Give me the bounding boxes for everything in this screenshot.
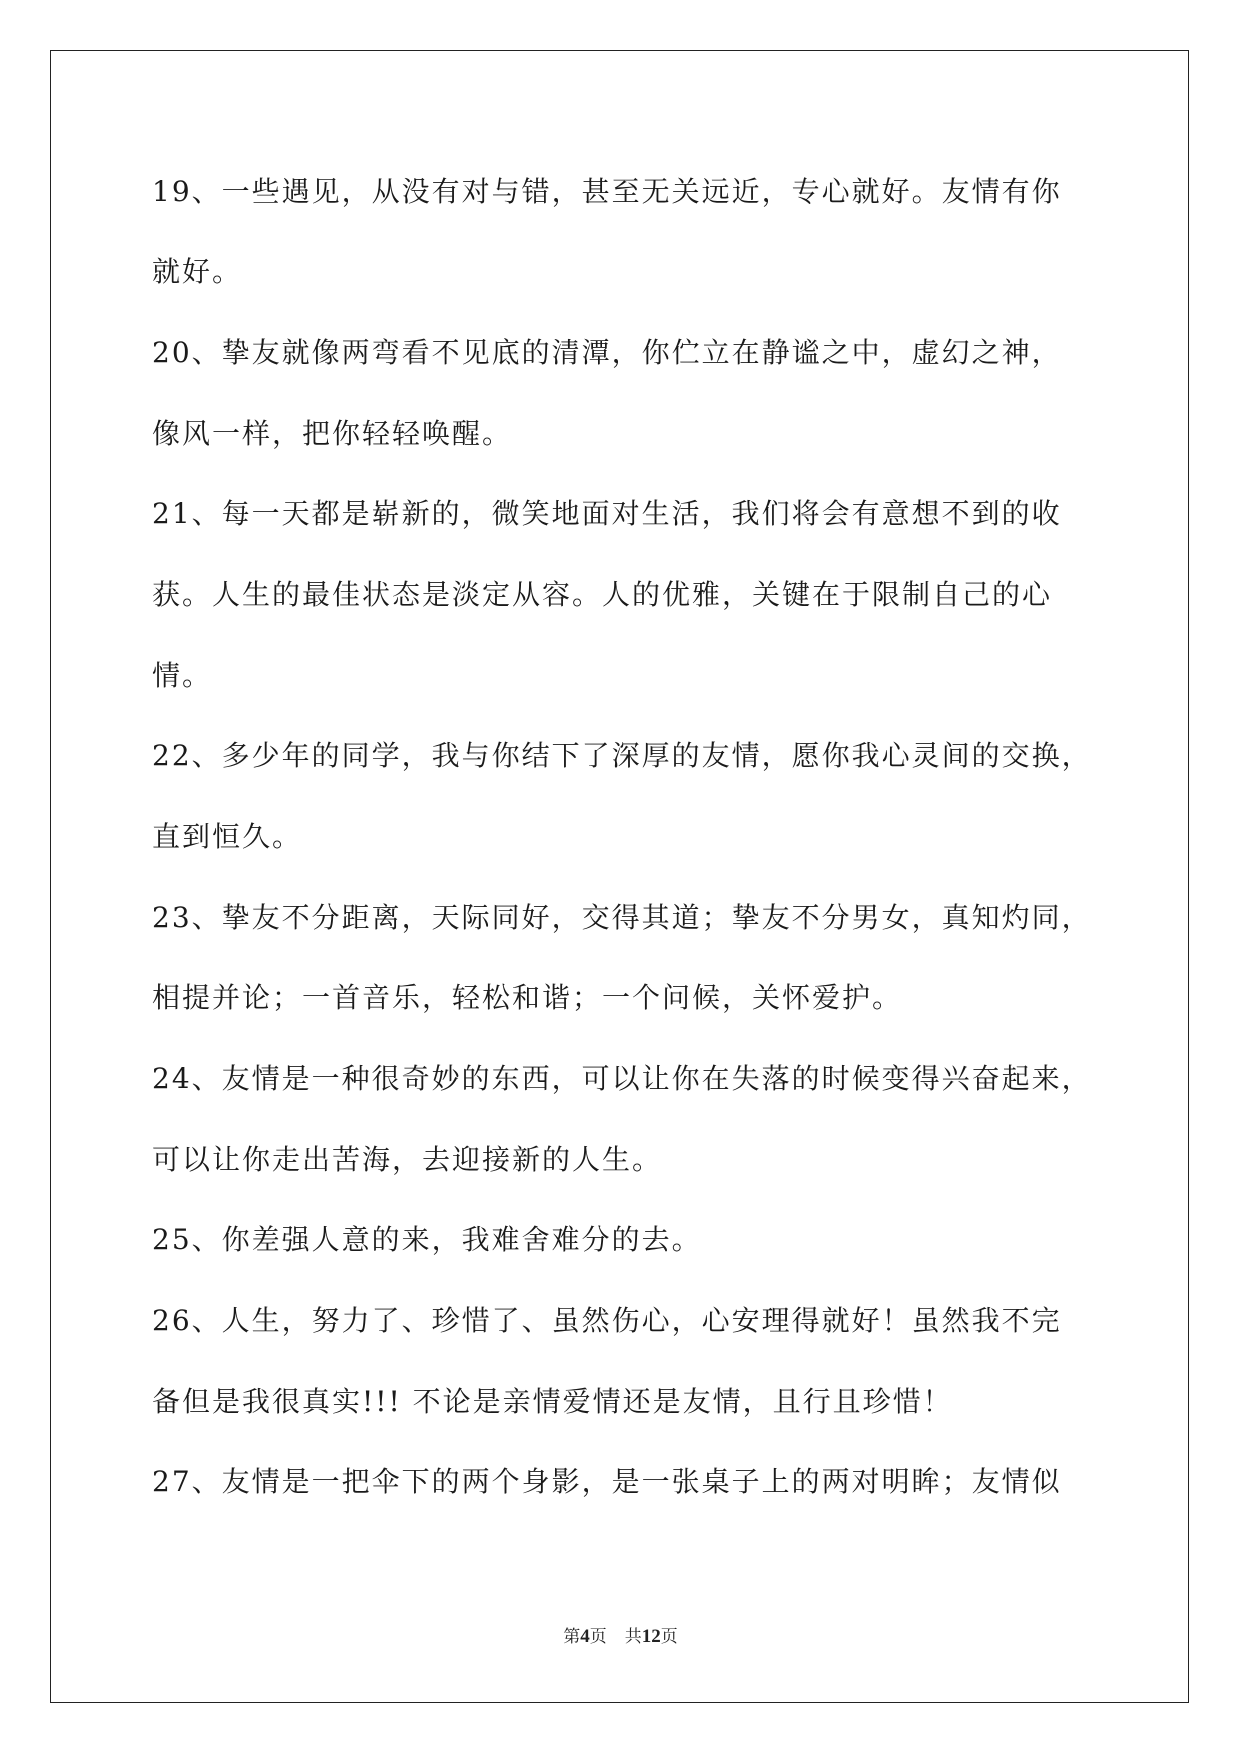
page-footer (0, 1622, 1241, 1648)
text-line: 像风一样，把你轻轻唤醒。 (152, 417, 513, 450)
text-line: 19、一些遇见，从没有对与错，甚至无关远近，专心就好。友情有你 (152, 175, 1062, 208)
total-pages-number: 12 (641, 1626, 661, 1647)
text-line: 27、友情是一把伞下的两个身影，是一张桌子上的两对明眸；友情似 (152, 1465, 1062, 1498)
text-line: 情。 (152, 659, 213, 692)
current-page-number: 4 (580, 1626, 590, 1647)
page-border (50, 50, 1189, 1703)
footer-prefix: 第 (563, 1627, 581, 1647)
text-line: 相提并论；一首音乐，轻松和谐；一个问候，关怀爱护。 (152, 981, 903, 1014)
text-line: 可以让你走出苦海，去迎接新的人生。 (152, 1143, 663, 1176)
text-line: 直到恒久。 (152, 820, 303, 853)
text-line: 22、多少年的同学，我与你结下了深厚的友情，愿你我心灵间的交换， (152, 739, 1092, 772)
text-line: 23、挚友不分距离，天际同好，交得其道；挚友不分男女，真知灼同， (152, 901, 1092, 934)
text-line: 21、每一天都是崭新的，微笑地面对生活，我们将会有意想不到的收 (152, 497, 1062, 530)
footer-total-prefix: 共 (624, 1627, 642, 1647)
text-line: 26、人生，努力了、珍惜了、虽然伤心，心安理得就好！虽然我不完 (152, 1304, 1062, 1337)
footer-page-suffix: 页 (589, 1627, 607, 1647)
text-line: 20、挚友就像两弯看不见底的清潭，你伫立在静谧之中，虚幻之神， (152, 336, 1062, 369)
text-line: 获。人生的最佳状态是淡定从容。人的优雅，关键在于限制自己的心 (152, 578, 1053, 611)
text-line: 备但是我很真实!!! 不论是亲情爱情还是友情，且行且珍惜！ (152, 1385, 953, 1418)
footer-total-suffix: 页 (660, 1627, 678, 1647)
text-line: 25、你差强人意的来，我难舍难分的去。 (152, 1223, 702, 1256)
text-line: 就好。 (152, 255, 243, 288)
text-line: 24、友情是一种很奇妙的东西，可以让你在失落的时候变得兴奋起来， (152, 1062, 1092, 1095)
